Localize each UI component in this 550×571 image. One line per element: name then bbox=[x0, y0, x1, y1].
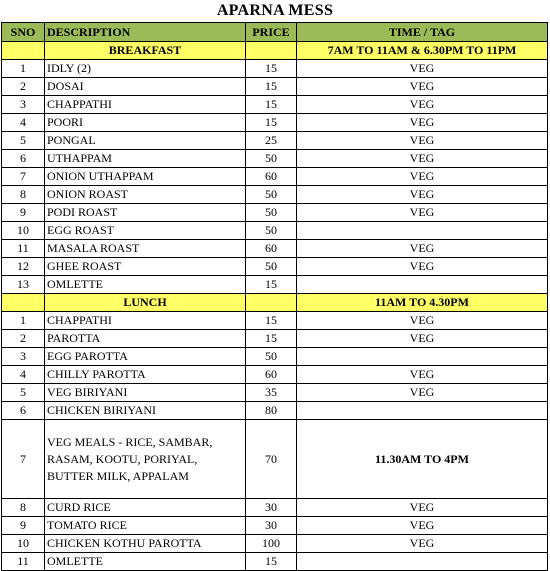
table-row bbox=[2, 186, 548, 204]
row-tag: VEG bbox=[297, 258, 548, 276]
table-row bbox=[2, 499, 548, 517]
section-name: BREAKFAST bbox=[45, 42, 246, 60]
row-price: 30 bbox=[246, 517, 297, 535]
row-description: MASALA ROAST bbox=[45, 240, 246, 258]
row-sno: 2 bbox=[2, 78, 45, 96]
row-price: 50 bbox=[246, 150, 297, 168]
row-price: 50 bbox=[246, 222, 297, 240]
row-sno: 2 bbox=[2, 330, 45, 348]
row-tag: VEG bbox=[297, 60, 548, 78]
row-tag bbox=[297, 348, 548, 366]
row-sno: 7 bbox=[2, 420, 45, 499]
row-price: 50 bbox=[246, 348, 297, 366]
row-description: UTHAPPAM bbox=[45, 150, 246, 168]
table-row bbox=[2, 240, 548, 258]
row-price: 15 bbox=[246, 553, 297, 571]
row-description: OMLETTE bbox=[45, 276, 246, 294]
row-description: VEG BIRIYANI bbox=[45, 384, 246, 402]
row-sno: 4 bbox=[2, 366, 45, 384]
section-row-breakfast bbox=[2, 42, 548, 60]
table-row bbox=[2, 258, 548, 276]
row-sno: 5 bbox=[2, 384, 45, 402]
row-sno: 13 bbox=[2, 276, 45, 294]
row-price: 15 bbox=[246, 60, 297, 78]
row-tag: VEG bbox=[297, 384, 548, 402]
table-row bbox=[2, 132, 548, 150]
row-sno: 7 bbox=[2, 168, 45, 186]
table-row bbox=[2, 96, 548, 114]
row-description: IDLY (2) bbox=[45, 60, 246, 78]
table-row bbox=[2, 535, 548, 553]
table-row bbox=[2, 402, 548, 420]
row-price: 25 bbox=[246, 132, 297, 150]
row-tag bbox=[297, 276, 548, 294]
row-description: PAROTTA bbox=[45, 330, 246, 348]
row-description: GHEE ROAST bbox=[45, 258, 246, 276]
header-sno: SNO bbox=[2, 23, 45, 42]
row-sno: 10 bbox=[2, 535, 45, 553]
row-tag: VEG bbox=[297, 240, 548, 258]
row-sno: 6 bbox=[2, 402, 45, 420]
row-description: PODI ROAST bbox=[45, 204, 246, 222]
row-price: 80 bbox=[246, 402, 297, 420]
row-description: CHICKEN KOTHU PAROTTA bbox=[45, 535, 246, 553]
row-tag: 11.30AM TO 4PM bbox=[297, 420, 548, 499]
row-tag: VEG bbox=[297, 366, 548, 384]
section-sno-blank bbox=[2, 294, 45, 312]
row-description: VEG MEALS - RICE, SAMBAR, RASAM, KOOTU, PORIYAL, BUTTER MILK, APPALAM bbox=[45, 420, 246, 499]
section-price-blank bbox=[246, 42, 297, 60]
row-price: 60 bbox=[246, 366, 297, 384]
row-description: CHAPPATHI bbox=[45, 312, 246, 330]
row-sno: 12 bbox=[2, 258, 45, 276]
row-sno: 5 bbox=[2, 132, 45, 150]
section-sno-blank bbox=[2, 42, 45, 60]
table-row bbox=[2, 384, 548, 402]
menu-title: APARNA MESS bbox=[216, 2, 334, 19]
row-sno: 8 bbox=[2, 186, 45, 204]
row-tag: VEG bbox=[297, 517, 548, 535]
row-description: EGG ROAST bbox=[45, 222, 246, 240]
row-sno: 11 bbox=[2, 240, 45, 258]
row-description: EGG PAROTTA bbox=[45, 348, 246, 366]
row-description: POORI bbox=[45, 114, 246, 132]
row-description: OMLETTE bbox=[45, 553, 246, 571]
section-price-blank bbox=[246, 294, 297, 312]
row-sno: 1 bbox=[2, 60, 45, 78]
row-price: 70 bbox=[246, 420, 297, 499]
row-tag: VEG bbox=[297, 312, 548, 330]
row-price: 15 bbox=[246, 96, 297, 114]
row-price: 35 bbox=[246, 384, 297, 402]
row-sno: 11 bbox=[2, 553, 45, 571]
row-description: DOSAI bbox=[45, 78, 246, 96]
table-row bbox=[2, 312, 548, 330]
row-price: 100 bbox=[246, 535, 297, 553]
table-row bbox=[2, 60, 548, 78]
lunch-section bbox=[2, 294, 548, 571]
header-row bbox=[2, 23, 548, 42]
row-sno: 4 bbox=[2, 114, 45, 132]
row-sno: 8 bbox=[2, 499, 45, 517]
row-price: 60 bbox=[246, 168, 297, 186]
row-sno: 3 bbox=[2, 348, 45, 366]
row-tag: VEG bbox=[297, 168, 548, 186]
row-price: 30 bbox=[246, 499, 297, 517]
row-tag: VEG bbox=[297, 96, 548, 114]
section-time: 7AM TO 11AM & 6.30PM TO 11PM bbox=[297, 42, 548, 60]
row-sno: 10 bbox=[2, 222, 45, 240]
row-description: CHAPPATHI bbox=[45, 96, 246, 114]
row-price: 60 bbox=[246, 240, 297, 258]
row-sno: 9 bbox=[2, 517, 45, 535]
row-tag: VEG bbox=[297, 186, 548, 204]
row-sno: 6 bbox=[2, 150, 45, 168]
row-description: ONION UTHAPPAM bbox=[45, 168, 246, 186]
row-price: 15 bbox=[246, 78, 297, 96]
row-description: CHICKEN BIRIYANI bbox=[45, 402, 246, 420]
table-row bbox=[2, 348, 548, 366]
row-tag bbox=[297, 553, 548, 571]
row-tag: VEG bbox=[297, 330, 548, 348]
menu-table bbox=[1, 22, 548, 571]
table-row bbox=[2, 78, 548, 96]
header-price: PRICE bbox=[246, 23, 297, 42]
row-sno: 9 bbox=[2, 204, 45, 222]
row-tag: VEG bbox=[297, 204, 548, 222]
row-tag: VEG bbox=[297, 499, 548, 517]
row-price: 15 bbox=[246, 276, 297, 294]
row-price: 15 bbox=[246, 114, 297, 132]
row-tag: VEG bbox=[297, 535, 548, 553]
row-price: 15 bbox=[246, 330, 297, 348]
row-description: CURD RICE bbox=[45, 499, 246, 517]
table-row bbox=[2, 168, 548, 186]
row-tag bbox=[297, 402, 548, 420]
table-row bbox=[2, 114, 548, 132]
row-price: 15 bbox=[246, 312, 297, 330]
row-tag: VEG bbox=[297, 132, 548, 150]
table-row bbox=[2, 330, 548, 348]
table-row bbox=[2, 222, 548, 240]
table-row-meals bbox=[2, 420, 548, 499]
row-price: 50 bbox=[246, 258, 297, 276]
row-sno: 1 bbox=[2, 312, 45, 330]
row-description: TOMATO RICE bbox=[45, 517, 246, 535]
section-name: LUNCH bbox=[45, 294, 246, 312]
table-row bbox=[2, 204, 548, 222]
row-description: CHILLY PAROTTA bbox=[45, 366, 246, 384]
row-price: 50 bbox=[246, 204, 297, 222]
row-tag: VEG bbox=[297, 114, 548, 132]
row-tag: VEG bbox=[297, 78, 548, 96]
section-time: 11AM TO 4.30PM bbox=[297, 294, 548, 312]
row-tag: VEG bbox=[297, 150, 548, 168]
table-row bbox=[2, 150, 548, 168]
header-description: DESCRIPTION bbox=[45, 23, 246, 42]
row-price: 50 bbox=[246, 186, 297, 204]
table-row bbox=[2, 553, 548, 571]
breakfast-section bbox=[2, 42, 548, 294]
section-row-lunch bbox=[2, 294, 548, 312]
table-row bbox=[2, 366, 548, 384]
row-tag bbox=[297, 222, 548, 240]
header-tag: TIME / TAG bbox=[297, 23, 548, 42]
row-sno: 3 bbox=[2, 96, 45, 114]
row-description: PONGAL bbox=[45, 132, 246, 150]
row-description: ONION ROAST bbox=[45, 186, 246, 204]
table-row bbox=[2, 517, 548, 535]
table-row bbox=[2, 276, 548, 294]
